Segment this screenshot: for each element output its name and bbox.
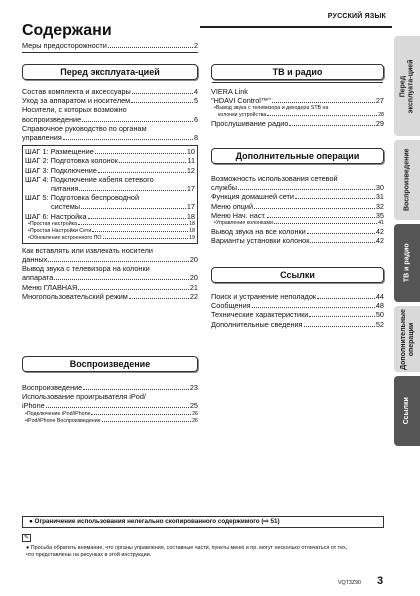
leader-dots [108,47,193,48]
tab-label: ТВ и радио [403,243,411,283]
toc-text: Вывод звука на все колонки [211,227,306,237]
toc-text: Меню Нач. наст. [211,210,267,220]
tab-advanced[interactable] [394,306,420,372]
toc-entry[interactable] [25,175,195,193]
toc-entry[interactable] [211,301,384,310]
page-number: 3 [377,575,384,587]
tv-radio-items [211,87,384,129]
toc-entry[interactable] [22,383,198,392]
leader-dots [63,139,193,140]
toc-entry[interactable] [211,192,384,201]
toc-text: воспроизведение [22,114,82,124]
section-heading-playback: Воспроизведение [22,356,198,372]
toc-text: Меры предосторожности [22,41,107,50]
toc-page: 23 [189,383,198,392]
leader-dots [289,125,374,126]
toc-page: 5 [193,96,198,106]
toc-text: Меню опций [211,201,254,211]
leader-dots [81,208,186,209]
advanced-items [211,174,384,245]
toc-text: ШАГ 1: Размещение [25,147,94,157]
toc-page: 20 [189,273,198,283]
leader-dots [78,289,189,290]
toc-text: системы [51,202,80,212]
toc-text: службы [211,183,238,193]
toc-text: iPhone [22,401,45,411]
leader-dots [267,115,377,116]
leader-dots [272,102,375,103]
toc-entry[interactable] [211,227,384,236]
leader-dots [309,316,375,317]
leader-dots [103,238,189,239]
tab-label-line: эксплуата-цией [407,59,414,113]
toc-text: ШАГ 4: Подключение кабеля сетевого [25,174,154,184]
toc-page: 10 [186,147,195,157]
toc-subentry[interactable] [25,235,195,242]
toc-text: колонки устройства [218,112,267,119]
language-label: РУССКИЙ ЯЗЫК [327,13,386,20]
toc-text: Справочное руководство по органам [22,123,147,133]
references-items [211,292,384,329]
toc-page: 12 [186,165,195,175]
toc-page: 8 [193,133,198,143]
toc-text: Технические характеристики [211,310,309,320]
toc-page: 30 [375,183,384,193]
toc-subentry[interactable] [25,221,195,228]
toc-page: 29 [375,119,384,129]
leader-dots [82,121,193,122]
tab-before-use[interactable] [394,36,420,136]
section-heading-advanced: Дополнительные операции [211,148,384,164]
toc-page: 11 [187,156,195,166]
section-heading-tv-radio: ТВ и радио [211,64,384,80]
toc-text: •iPod/iPhone Воспроизведение [25,417,101,424]
toc-entry[interactable] [22,292,198,301]
toc-page: 20 [189,255,198,265]
leader-dots [48,261,189,262]
toc-page: 44 [375,292,384,301]
toc-page: 18 [186,211,195,221]
toc-entry[interactable] [22,87,198,96]
toc-text: управления [22,133,62,143]
toc-text: Функция домашней сети [211,192,294,202]
tab-references[interactable] [394,376,420,446]
toc-text: данных [22,255,48,265]
toc-text: ШАГ 2: Подготовка колонок [25,156,118,166]
leader-dots [46,407,189,408]
playback-items [22,383,198,425]
toc-entry[interactable] [25,193,195,211]
leader-dots [132,93,193,94]
toc-page: 17 [186,184,195,194]
document-code: VQT3Z90 [338,580,361,586]
toc-entry[interactable] [22,283,198,292]
toc-page: 21 [189,282,198,292]
setup-steps-box [22,145,198,244]
pencil-note-icon: ✎ [23,535,30,541]
toc-page: 18 [189,227,195,234]
toc-entry[interactable] [22,392,198,410]
toc-page: 18 [189,220,195,227]
toc-text: ШАГ 3: Подключение [25,165,97,175]
leader-dots [54,279,189,280]
leader-dots [254,208,375,209]
leader-dots [295,198,375,199]
toc-entry[interactable] [25,166,195,175]
toc-page: 27 [375,96,384,106]
toc-subentry[interactable] [25,228,195,235]
leader-dots [78,224,188,225]
toc-text: Вывод звука с телевизора на колонки [22,264,150,274]
leader-dots [310,242,374,243]
leader-dots [83,389,189,390]
toc-entry[interactable] [22,246,198,264]
leader-dots [307,233,375,234]
leader-dots [238,189,375,190]
toc-text: Варианты установки колонок [211,236,310,246]
toc-text: •Простая настройка [28,220,78,227]
toc-entry[interactable] [211,310,384,319]
toc-entry[interactable] [211,292,384,301]
toc-text: •Обновление встроенного ПО [28,234,102,241]
tab-label-line: Перед [399,75,407,97]
leader-dots [98,172,186,173]
toc-text: "HDAVI Control™" [211,96,271,106]
viera-link-label: VIERA Link [211,87,248,96]
safety-rule [22,52,198,53]
toc-text: Сообщения [211,301,251,311]
toc-page: 19 [189,234,195,241]
toc-page: 42 [375,236,384,246]
toc-text: Использование проигрывателя iPod/ [22,392,146,402]
leader-dots [317,298,375,299]
leader-dots [102,421,191,422]
toc-subentry[interactable] [22,418,198,425]
toc-entry[interactable] [25,156,195,165]
toc-entry[interactable] [211,174,384,192]
toc-subentry[interactable] [211,220,384,227]
toc-text: Носители, с которых возможно [22,105,127,115]
tab-label: Воспроизведение [403,148,411,212]
toc-page: 22 [189,291,198,301]
toc-page: 17 [186,202,195,212]
tab-label [400,59,415,113]
toc-text: •Подключение iPod/iPhone [25,410,91,417]
leader-dots [129,298,189,299]
leader-dots [267,217,375,218]
toc-text: ШАГ 6: Настройка [25,211,87,221]
leader-dots [91,414,191,415]
toc-text: Воспроизведение [22,383,83,392]
tab-playback[interactable] [394,140,420,220]
safety-entry[interactable] [22,41,198,50]
toc-page: 31 [375,192,384,202]
leader-dots [274,223,377,224]
toc-text: аппарата [22,273,54,283]
toc-text: Многопользовательский режим [22,291,128,301]
toc-text: Состав комплекта и аксессуары [22,87,131,96]
toc-entry[interactable] [22,124,198,142]
toc-text: •Управление колонками [214,220,273,227]
toc-entry[interactable] [211,211,384,220]
toc-page: 26 [192,410,198,417]
section-heading-references: Ссылки [211,267,384,283]
page-title: Содержани [22,22,112,39]
toc-text: •Простая Настройки Сети [28,227,92,234]
toc-entry[interactable] [211,236,384,245]
toc-entry[interactable] [211,320,384,329]
leader-dots [119,162,186,163]
tab-tv-radio[interactable] [394,224,420,302]
toc-entry[interactable] [25,147,195,156]
leader-dots [79,190,185,191]
toc-text: Уход за аппаратом и носителем [22,96,131,106]
toc-entry[interactable] [211,119,384,128]
toc-page: 42 [375,227,384,237]
toc-page: 50 [375,310,384,320]
leader-dots [95,153,186,154]
toc-entry[interactable] [211,96,384,105]
toc-page: 41 [378,220,384,227]
leader-dots [92,231,188,232]
toc-entry[interactable] [211,202,384,211]
toc-page: 48 [375,301,384,311]
toc-page: 52 [375,319,384,329]
toc-text: Поиск и устранение неполадок [211,292,317,301]
note-text: ● Просьба обратить внимание, что органы управления, составные части, пункты меню и пр. могут несколько отличаться от тех, что представлены на рисунках в этой инструкции. [26,545,348,559]
leader-dots [131,102,193,103]
toc-entry[interactable] [22,105,198,123]
leader-dots [304,326,375,327]
toc-entry[interactable] [22,96,198,105]
before-use-items [22,87,198,301]
toc-text: питания [51,184,79,194]
toc-page: 6 [193,114,198,124]
leader-dots [88,218,186,219]
toc-page: 28 [378,112,384,119]
toc-subentry[interactable] [22,411,198,418]
toc-subentry[interactable] [211,105,384,119]
copyright-notice[interactable]: ● Ограничение использования нелегально скопированного содержимого (⇨ 51) [22,516,384,528]
toc-text: Как вставлять или извлекать носители [22,245,153,255]
tab-label: Ссылки [403,397,411,425]
header-rule [200,26,392,28]
toc-page: 2 [193,41,198,50]
toc-page: 35 [375,210,384,220]
tab-label [400,309,415,370]
toc-entry[interactable] [22,264,198,282]
leader-dots [252,307,375,308]
tab-label-line: Дополнительные [399,308,407,370]
tab-label-line: операции [407,322,415,356]
toc-text: Возможность использования сетевой [211,174,338,183]
toc-page: 26 [192,417,198,424]
toc-text: Дополнительные сведения [211,319,303,329]
toc-page: 25 [189,401,198,411]
toc-entry[interactable] [25,212,195,221]
toc-text: •Вывод звука с телевизора и декодера STB на [214,105,329,112]
toc-page: 32 [375,201,384,211]
toc-text: Прослушивание радио [211,119,289,129]
toc-text: ШАГ 5: Подготовка беспроводной [25,193,140,203]
toc-page: 4 [193,87,198,96]
section-heading-before-use: Перед эксплуата-цией [22,64,198,80]
toc-text: Меню ГЛАВНАЯ [22,282,78,292]
